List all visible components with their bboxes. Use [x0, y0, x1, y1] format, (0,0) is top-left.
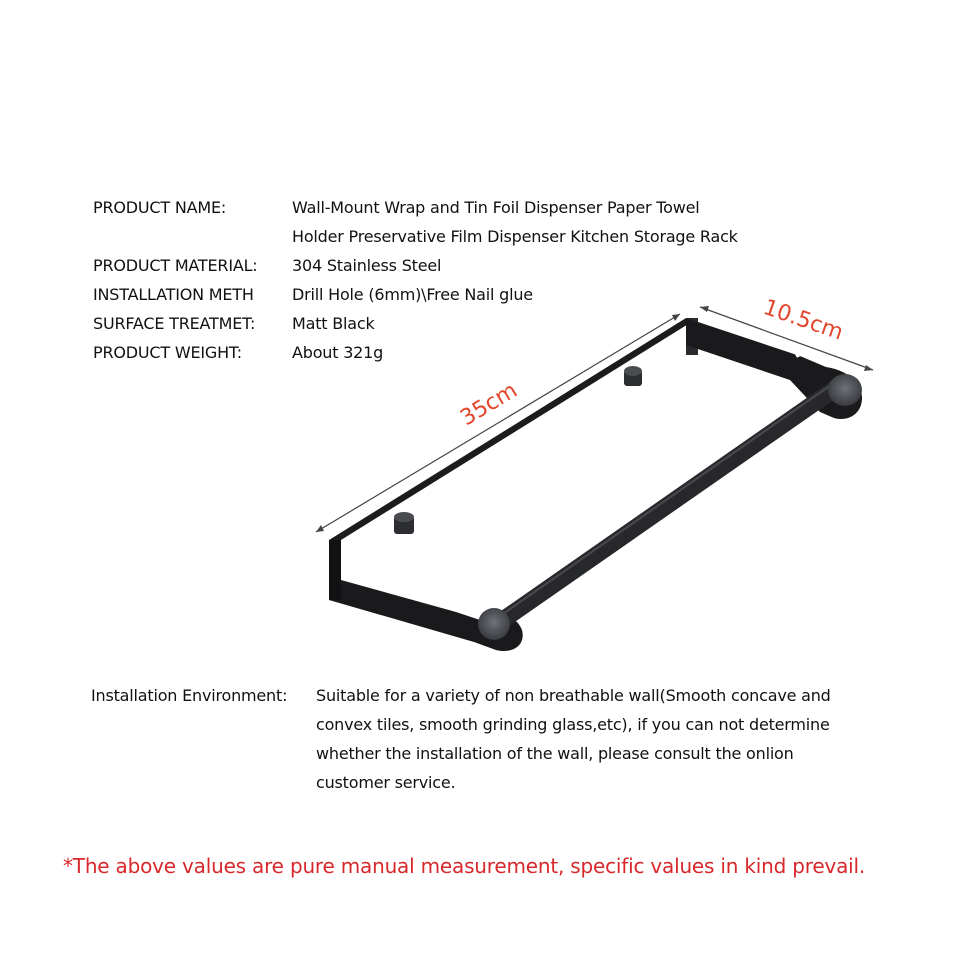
spec-label-weight: PRODUCT WEIGHT: [93, 343, 242, 362]
spec-label-material: PRODUCT MATERIAL: [93, 256, 258, 275]
spec-value-installation: Drill Hole (6mm)\Free Nail glue [292, 285, 533, 304]
environment-line: customer service. [316, 773, 456, 792]
rod-cap-left [478, 608, 510, 640]
screw-cap-right [624, 366, 642, 386]
environment-line: whether the installation of the wall, please consult the onlion [316, 744, 794, 763]
length-dimension [316, 314, 680, 532]
length-label: 35cm [456, 378, 522, 432]
spec-label-installation: INSTALLATION METH [93, 285, 254, 304]
spec-value-surface: Matt Black [292, 314, 375, 333]
rod [500, 383, 843, 622]
rack-body [329, 318, 862, 651]
environment-line: convex tiles, smooth grinding glass,etc), if you can not determine [316, 715, 830, 734]
spec-value-product-name-cont: Holder Preservative Film Dispenser Kitchen Storage Rack [292, 227, 738, 246]
spec-label-product-name: PRODUCT NAME: [93, 198, 227, 217]
screw-cap-left [394, 512, 414, 534]
spec-value-material: 304 Stainless Steel [292, 256, 442, 275]
width-label: 10.5cm [760, 295, 847, 346]
environment-line: Suitable for a variety of non breathable wall(Smooth concave and [316, 686, 831, 705]
spec-label-surface: SURFACE TREATMET: [93, 314, 256, 333]
spec-value-product-name: Wall-Mount Wrap and Tin Foil Dispenser Paper Towel [292, 198, 700, 217]
rod-cap-right [828, 374, 862, 406]
measurement-note: *The above values are pure manual measurement, specific values in kind prevail. [63, 854, 866, 878]
environment-label: Installation Environment: [91, 686, 288, 705]
spec-value-weight: About 321g [292, 343, 384, 362]
